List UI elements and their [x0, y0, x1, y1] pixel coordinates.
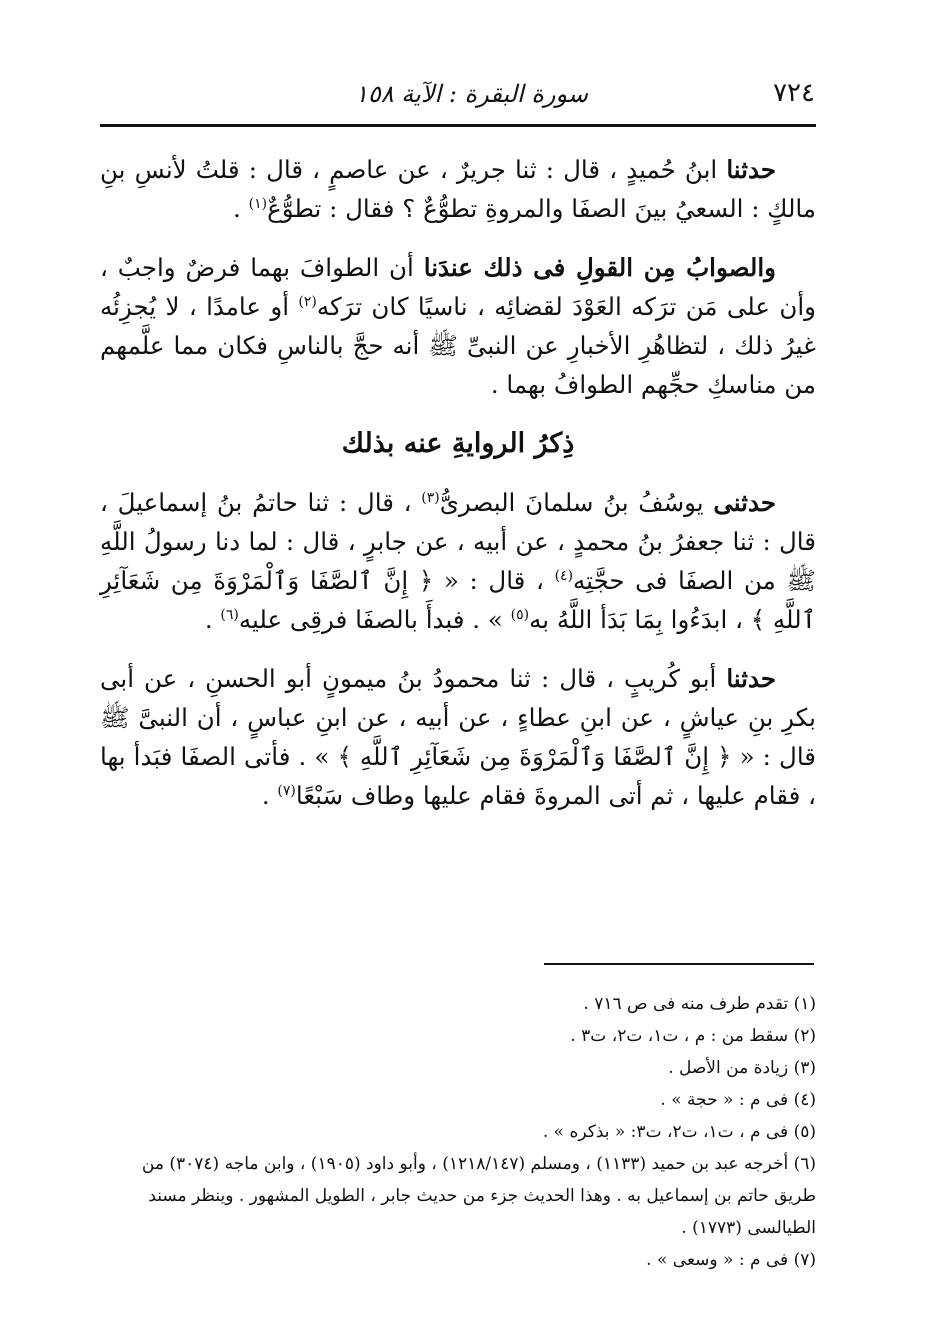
footnote: (٦) أخرجه عبد بن حميد (١١٣٣) ، ومسلم (١٢١٨/١٤٧) ، وأبو داود (١٩٠٥) ، وابن ماجه (٣٠٧٤) من طريق حاتم بن إسماعيل به . وهذا الحديث جزء من حديث جابر ، الطويل المشهور . وينظر مسند الطيالسى (١٧٧٣) .	[141, 1154, 816, 1238]
paragraph	[100, 248, 816, 404]
paragraph-text: .	[204, 605, 221, 634]
footnote: (٢) سقط من : م ، ت١، ت٢، ت٣ .	[570, 1026, 816, 1046]
footnote: (٥) فى م ، ت١، ت٢، ت٣: « بذكره » .	[542, 1122, 816, 1142]
paragraph-text: يوسُفُ بنُ سلمانَ البصرىُّ	[439, 488, 714, 517]
footnote-ref: (٥)	[510, 606, 530, 623]
paragraph-text: أن الطوافَ بهما فرضٌ واجبٌ ، وأن على مَن ترَكه العَوْدَ لقضائِه ، ناسيًا كان ترَكه	[100, 253, 817, 321]
paragraph	[100, 659, 816, 815]
footnote: (١) تقدم طرف منه فى ص ٧١٦ .	[583, 994, 816, 1014]
footnote-rule	[544, 963, 814, 965]
paragraph-text: .	[233, 194, 249, 223]
paragraph-text: .	[261, 781, 278, 810]
paragraph-text: أبو كُريبٍ ، قال : ثنا محمودُ بنُ ميمونٍ أبو الحسنِ ، عن أبى بكرِ بنِ عياشٍ ، عن ابنِ عطاءٍ ، عن أبيه ، عن ابنِ عباسٍ ، أن النبىَّ ﷺ قال : « ﴿ إِنَّ ٱلصَّفَا وَٱلْمَرْوَةَ مِن شَعَآئِرِ ٱللَّهِ ﴾ » . فأتى الصفَا فبَدأ بها ، فقام عليها ، ثم أتى المروةَ فقام عليها وطاف سَبْعًا	[100, 664, 816, 810]
paragraph-lead: حدثنا	[726, 155, 776, 184]
footnote-ref: (٧)	[277, 782, 296, 799]
page-header	[100, 70, 815, 122]
paragraph-text: ، قال : ثنا حاتمُ بنُ إسماعيلَ ، قال : ثنا جعفرُ بنُ محمدٍ ، عن أبيه ، عن جابرٍ ، قال : لما دنا رسولُ اللَّهِ ﷺ من الصفَا فى حجَّتِه	[100, 488, 816, 595]
footnote-ref: (٣)	[421, 489, 440, 506]
running-title: سورة البقرة : الآية ١٥٨	[355, 80, 589, 108]
header-rule	[100, 124, 816, 127]
footnote-ref: (٦)	[220, 606, 239, 623]
footnote: (٧) فى م : « وسعى » .	[646, 1250, 816, 1270]
paragraph	[100, 483, 816, 639]
footnote-ref: (٤)	[554, 567, 574, 584]
footnote: (٣) زيادة من الأصل .	[668, 1058, 816, 1078]
footnote: (٤) فى م : « حجة » .	[660, 1090, 816, 1110]
paragraph-text: » . فبدأَ بالصفَا فرقِى عليه	[238, 605, 511, 634]
paragraph	[100, 150, 816, 228]
paragraph-lead: حدثنا	[726, 664, 776, 693]
main-text	[100, 150, 816, 835]
paragraph-text: ، قال : « ﴿ إِنَّ ٱلصَّفَا وَٱلْمَرْوَةَ مِن شَعَآئِرِ ٱللَّهِ ﴾ ، ابدَءُوا بِمَا بَدَأ اللَّهُ به	[100, 566, 816, 634]
section-title: ذِكرُ الروايةِ عنه بذلك	[341, 428, 575, 459]
footnote-ref: (١)	[248, 195, 268, 212]
footnotes	[100, 988, 816, 1276]
paragraph-lead: حدثنى	[713, 488, 776, 517]
paragraph-text: أو عامدًا ، لا يُجزِئُه غيرُ ذلك ، لتظاهُرِ الأخبارِ عن النبىِّ ﷺ أنه حجَّ بالناسِ فكان مما علَّمهم من مناسكِ حجِّهم الطوافُ بهما .	[100, 292, 816, 399]
footnote-ref: (٢)	[298, 293, 317, 310]
paragraph-lead: والصوابُ مِن القولِ فى ذلك عندَنا	[423, 253, 776, 282]
paragraph-text: ابنُ حُميدٍ ، قال : ثنا جريرٌ ، عن عاصمٍ ، قال : قلتُ لأنسِ بنِ مالكٍ : السعيُ بينَ الصفَا والمروةِ تطوُّعٌ ؟ فقال : تطوُّعٌ	[100, 155, 816, 223]
page-number: ٧٢٤	[773, 78, 815, 108]
